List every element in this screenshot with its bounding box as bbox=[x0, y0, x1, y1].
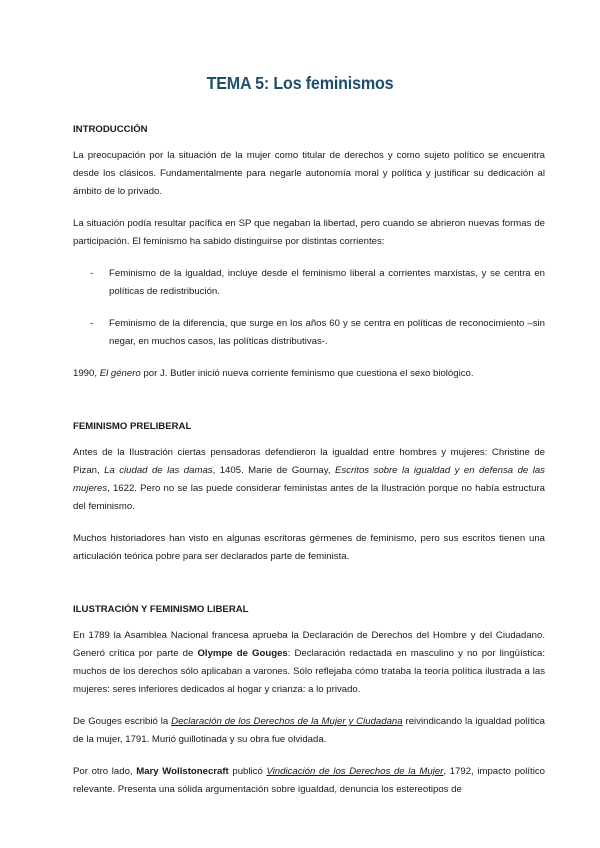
list-item: - Feminismo de la diferencia, que surge en los años 60 y se centra en políticas de reconocimiento –sin negar, en muchos casos, las políticas distributivas-. bbox=[90, 318, 545, 347]
paragraph: La situación podía resultar pacífica en SP que negaban la libertad, pero cuando se abrieron nuevas formas de participación. El feminismo ha sabido distinguirse por distintas corrientes: bbox=[73, 218, 545, 247]
paragraph: La preocupación por la situación de la mujer como titular de derechos y como sujeto político se encuentra desde los clásicos. Fundamentalmente para negarle autonomía moral y política y justificar su dedicación al ámbito de lo privado. bbox=[73, 150, 545, 197]
paragraph: Antes de la Ilustración ciertas pensadoras defendieron la igualdad entre hombres y mujeres: Christine de Pizan, La ciudad de las damas, 1405. Marie de Gournay, Escritos sobre la igualdad y en defensa de las mujeres, 1622. Pero no se las puede considerar feministas antes de la Ilustración porque no había estructura del feminismo. bbox=[73, 447, 545, 512]
paragraph: Por otro lado, Mary Wollstonecraft publicó Vindicación de los Derechos de la Mujer, 1792, impacto político relevante. Presenta una sólida argumentación sobre igualdad, denuncia los estereotipos de bbox=[73, 766, 545, 795]
page-title: TEMA 5: Los feminismos bbox=[206, 73, 394, 93]
section-heading-introduccion: INTRODUCCIÓN bbox=[73, 124, 148, 135]
section-heading-feminismo-preliberal: FEMINISMO PRELIBERAL bbox=[73, 421, 192, 432]
paragraph: De Gouges escribió la Declaración de los Derechos de la Mujer y Ciudadana reivindicando la igualdad política de la mujer, 1791. Murió guillotinada y su obra fue olvidada. bbox=[73, 716, 546, 745]
bullet-list bbox=[73, 265, 545, 351]
paragraph: En 1789 la Asamblea Nacional francesa aprueba la Declaración de Derechos del Hombre y del Ciudadano. Generó crítica por parte de Olympe de Gouges: Declaración redactada en masculino y no por lingüística: muchos de los derechos sólo aplicaban a varones. Sólo reflejaba cómo trataba la teoría política ilustrada a las mujeres: seres inferiores dedicados al hogar y crianza: a lo privado. bbox=[73, 630, 545, 695]
list-item: - Feminismo de la igualdad, incluye desde el feminismo liberal a corrientes marxistas, y se centra en políticas de redistribución. bbox=[90, 268, 545, 297]
section-heading-ilustracion: ILUSTRACIÓN Y FEMINISMO LIBERAL bbox=[73, 604, 249, 615]
paragraph: 1990, El género por J. Butler inició nueva corriente feminismo que cuestiona el sexo biológico. bbox=[73, 368, 474, 379]
paragraph: Muchos historiadores han visto en algunas escritoras gérmenes de feminismo, pero sus escritos tienen una articulación teórica pobre para ser declarados parte de feminista. bbox=[73, 533, 545, 562]
document-body bbox=[73, 124, 545, 799]
